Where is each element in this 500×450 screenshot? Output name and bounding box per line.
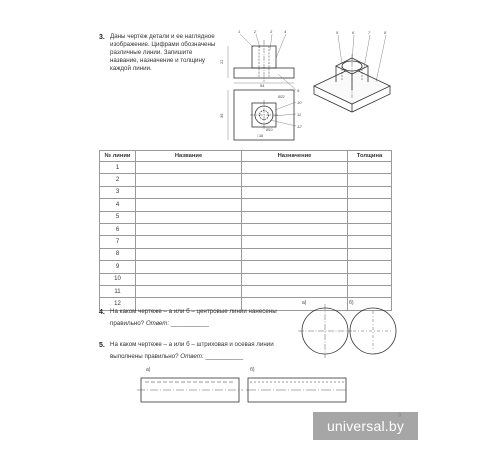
cell-name[interactable] (136, 273, 242, 285)
part-drawing (220, 28, 310, 146)
cell-thickness[interactable] (348, 174, 392, 186)
table-row (100, 261, 392, 273)
dimension-height: 22 (219, 59, 224, 64)
cell-purpose[interactable] (242, 199, 348, 211)
table-row (100, 223, 392, 235)
header-name: Название (136, 151, 242, 162)
leader-number-11: 11 (297, 112, 302, 117)
q4-answer-blank[interactable]: ___________ (170, 320, 209, 327)
q3-text-line: каждой линии. (110, 65, 152, 72)
cell-purpose[interactable] (242, 174, 348, 186)
table-row (100, 285, 392, 297)
cell-thickness[interactable] (348, 199, 392, 211)
cell-purpose[interactable] (242, 248, 348, 260)
q5-rectangles (140, 376, 376, 406)
cell-purpose[interactable] (242, 211, 348, 223)
cell-purpose[interactable] (242, 236, 348, 248)
dimension-depth: 36 (219, 113, 224, 118)
q3-text (110, 33, 235, 73)
q5-answer-blank[interactable]: ___________ (205, 353, 244, 360)
q4-answer-label: Ответ: (145, 320, 170, 327)
leader-number-2: 2 (254, 29, 257, 34)
cell-name[interactable] (136, 162, 242, 174)
q5-answer-label: Ответ: (180, 353, 204, 360)
cell-name[interactable] (136, 174, 242, 186)
q5-label-a: а) (146, 367, 151, 373)
q4-question-end: правильно? (110, 320, 145, 327)
cell-thickness[interactable] (348, 248, 392, 260)
q3-text-line: Даны чертеж детали и ее наглядное (110, 33, 215, 40)
cell-name[interactable] (136, 211, 242, 223)
leader-number-8: 8 (384, 30, 387, 35)
row-number: 11 (100, 285, 136, 297)
q4-label-a: а) (302, 300, 307, 306)
row-number: 8 (100, 248, 136, 260)
cell-name[interactable] (136, 285, 242, 297)
row-number: 4 (100, 199, 136, 211)
watermark-logo: universal.by (313, 412, 418, 440)
lines-table (99, 150, 392, 311)
header-line-number: № линии (100, 151, 136, 162)
dimension-width: 54 (260, 83, 265, 88)
q5-number: 5. (99, 342, 105, 349)
leader-number-4: 4 (284, 29, 287, 34)
isometric-view (306, 28, 398, 112)
table-row (100, 211, 392, 223)
q4-number: 4. (99, 309, 105, 316)
cell-purpose[interactable] (242, 273, 348, 285)
q4-circles (296, 304, 400, 358)
row-number: 1 (100, 162, 136, 174)
row-number: 5 (100, 211, 136, 223)
table-row (100, 199, 392, 211)
cell-thickness[interactable] (348, 285, 392, 297)
q3-text-line: различные линии. Запишите (110, 49, 193, 56)
dimension-circle-small: Ø10 (266, 128, 273, 132)
q5-label-b: б) (250, 367, 255, 373)
row-number: 10 (100, 273, 136, 285)
cell-thickness[interactable] (348, 223, 392, 235)
cell-name[interactable] (136, 261, 242, 273)
header-purpose: Назначение (242, 151, 348, 162)
q3-text-line: изображение. Цифрами обозначены (110, 41, 216, 48)
leader-number-5: 5 (336, 30, 339, 35)
row-number: 3 (100, 186, 136, 198)
row-number: 7 (100, 236, 136, 248)
cell-purpose[interactable] (242, 186, 348, 198)
leader-number-3: 3 (270, 29, 273, 34)
cell-name[interactable] (136, 248, 242, 260)
cell-purpose[interactable] (242, 261, 348, 273)
row-number: 12 (100, 298, 136, 310)
cell-purpose[interactable] (242, 285, 348, 297)
table-header-row (100, 151, 392, 162)
q4-line2 (110, 320, 209, 328)
q5-line2 (110, 353, 243, 361)
dimension-lines (228, 46, 294, 140)
q3-text-line: название, назначение и толщину (110, 57, 205, 64)
q4-label-b: б) (349, 300, 354, 306)
table-row (100, 162, 392, 174)
table-row (100, 248, 392, 260)
leader-number-7: 7 (368, 30, 371, 35)
dimension-circle: Ø22 (278, 95, 285, 99)
cell-thickness[interactable] (348, 162, 392, 174)
front-view (234, 40, 294, 82)
q3-number: 3. (99, 34, 105, 41)
cell-name[interactable] (136, 199, 242, 211)
cell-thickness[interactable] (348, 186, 392, 198)
cell-purpose[interactable] (242, 223, 348, 235)
cell-thickness[interactable] (348, 211, 392, 223)
leader-number-10: 10 (297, 100, 302, 105)
cell-name[interactable] (136, 236, 242, 248)
leader-number-9: 9 (297, 88, 300, 93)
q5-question-end: выполнены правильно? (110, 353, 179, 360)
table-row (100, 174, 392, 186)
cell-name[interactable] (136, 186, 242, 198)
row-number: 2 (100, 174, 136, 186)
leader-number-12: 12 (297, 124, 302, 129)
cell-purpose[interactable] (242, 162, 348, 174)
table-row (100, 236, 392, 248)
leader-number-6: 6 (352, 30, 355, 35)
leader-lines (240, 34, 296, 126)
dimension-square: □18 (257, 134, 264, 138)
cell-thickness[interactable] (348, 236, 392, 248)
cell-thickness[interactable] (348, 273, 392, 285)
row-number: 9 (100, 261, 136, 273)
circle-b (350, 308, 396, 354)
header-thickness: Толщина (348, 151, 392, 162)
q5-line1: На каком чертеже – а или б – штриховая и осевая линии (110, 341, 274, 348)
table-row (100, 273, 392, 285)
table-row (100, 186, 392, 198)
leader-number-1: 1 (238, 29, 241, 34)
cell-thickness[interactable] (348, 261, 392, 273)
cell-name[interactable] (136, 223, 242, 235)
q4-line1: На каком чертеже – а или б – центровые линии нанесены (110, 308, 277, 315)
row-number: 6 (100, 223, 136, 235)
